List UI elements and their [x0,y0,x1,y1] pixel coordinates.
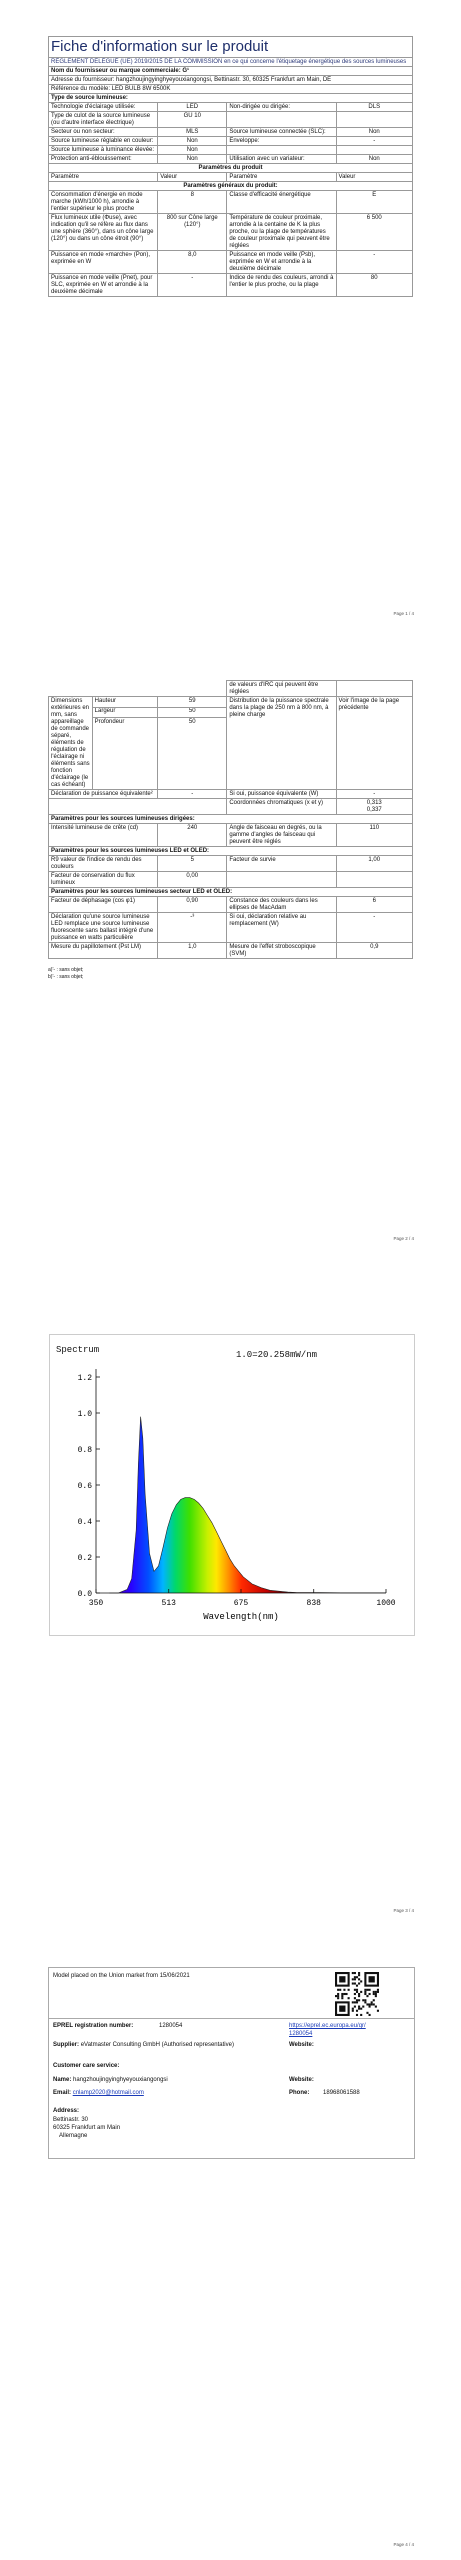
table-cell: 5 [158,856,227,872]
email-row [53,2089,144,2097]
table-cell: Type de culot de la source lumineuse (ou d'autre interface électrique) [49,112,158,128]
table-cell: Non [158,155,227,164]
spectral-label: Distribution de la puissance spectrale dans la plage de 250 nm à 800 nm, à pleine charge [227,697,336,790]
supplier-name-text: Nom du fournisseur ou marque commerciale: G¹ [51,67,190,74]
table-cell: Source lumineuse connectée (SLC): [227,128,336,137]
table-cell: - [336,913,412,943]
table-row [49,274,413,297]
blank-cell [49,681,227,697]
general-heading: Paramètres généraux du produit: [49,182,413,191]
y-tick-label: 1.2 [77,1374,92,1383]
table-cell [336,112,412,128]
general-rows [49,191,413,297]
table-cell: Facteur de déphasage (cos φ1) [49,897,158,913]
table-row [49,251,413,274]
y-tick-label: 1.0 [77,1410,92,1419]
dim-depth-value: 50 [158,718,227,790]
table-cell: Non [158,146,227,155]
table-cell: 8,0 [158,251,227,274]
spectrum-svg [50,1335,414,1635]
y-tick-label: 0.4 [77,1518,92,1527]
dim-width-label: Largeur [92,707,158,718]
table-cell: Utilisation avec un variateur: [227,155,336,164]
product-info-sheet-2 [48,680,413,981]
eprel-value: 1280054 [159,2023,183,2029]
table-cell: LED [158,103,227,112]
table-cell: Puissance en mode veille (Psb), exprimée en W et arrondie à la deuxième décimale [227,251,336,274]
table-cell: Facteur de survie [227,856,336,872]
spectrum-chart [49,1334,415,1636]
y-tick-label: 0.0 [77,1590,92,1599]
table-cell: - [336,251,412,274]
dimensions-label: Dimensions extérieures en mm, sans appareillage de commande séparé, éléments de régulation de l'éclairage ni éléments sans fonction d'éclairage (le cas échéant) [49,697,93,790]
y-tick-label: 0.2 [77,1554,92,1563]
table-cell: Technologie d'éclairage utilisée: [49,103,158,112]
param-header-4: Valeur [336,173,412,182]
chroma-x: 0,313 [366,799,382,806]
table-cell [227,112,336,128]
table-cell: Mesure de l'effet stroboscopique (SVM) [227,943,336,959]
table-cell: R9 valeur de l'indice de rendu des couleurs [49,856,158,872]
table-cell: Non-dirigée ou dirigée: [227,103,336,112]
table-cell: Secteur ou non secteur: [49,128,158,137]
table-cell: 800 sur Cône large (120°) [158,214,227,251]
table-cell: MLS [158,128,227,137]
table-cell: DLS [336,103,412,112]
led-heading: Paramètres pour les sources lumineuses LED et OLED: [49,847,413,856]
type-heading: Type de source lumineuse: [49,94,413,103]
dim-height-label: Hauteur [92,697,158,708]
supplier-row [53,2041,273,2049]
table-cell: Déclaration qu'une source lumineuse LED remplace une source lumineuse fluorescente sans ballast intégré d'une puissance en watts particulière [49,913,158,943]
equiv-label: Déclaration de puissance équivalente² [49,790,158,799]
dim-height-value: 59 [158,697,227,708]
table-row [49,137,413,146]
product-info-sheet [48,36,413,297]
x-tick-label: 838 [306,1599,321,1608]
eprel-box [48,1967,415,2159]
table-cell: 80 [336,274,412,297]
website2-label: Website: [289,2077,314,2083]
x-tick-label: 513 [161,1599,176,1608]
table-cell: E [336,191,412,214]
table-row [49,146,413,155]
x-tick-label: 675 [233,1599,249,1608]
mains-heading: Paramètres pour les sources lumineuses secteur LED et OLED: [49,888,413,897]
y-tick-label: 0.8 [77,1446,92,1455]
page-1 [0,0,461,680]
table-row [49,856,413,872]
regulation-text: RÈGLEMENT DÉLÉGUÉ (UE) 2019/2015 DE LA COMMISSION en ce qui concerne l'étiquetage énergétique des sources lumineuses [49,58,413,67]
led-rows [49,856,413,888]
table-cell: 0,90 [158,897,227,913]
table-cell: Si oui, déclaration relative au remplacement (W) [227,913,336,943]
table-row [49,872,413,888]
table-row [49,913,413,943]
table-cell [227,872,336,888]
params-heading: Paramètres du produit [49,164,413,173]
address-label: Address: [53,2108,80,2114]
equiv2-value: - [336,790,412,799]
table-cell: GU 10 [158,112,227,128]
table-cell: Enveloppe: [227,137,336,146]
model-reference: Référence du modèle: LED BULB 8W 6500K [49,85,413,94]
table-cell: Classe d'efficacité énergétique [227,191,336,214]
equiv-value: - [158,790,227,799]
spectrum-area [109,1417,386,1593]
cri-cont: de valeurs d'IRC qui peuvent être réglées [227,681,336,697]
address-line-1: Bettinastr. 30 [53,2117,89,2123]
page-number: Page 2 / 4 [393,1236,414,1241]
table-cell: Non [336,155,412,164]
dim-width-value: 50 [158,707,227,718]
qr-code-svg [335,1972,379,2016]
table-row [49,214,413,251]
table-cell: Facteur de conservation du flux lumineux [49,872,158,888]
table-cell: - [158,274,227,297]
table-row [49,943,413,959]
table-cell: 8 [158,191,227,214]
table-row [49,128,413,137]
blank-cell [336,681,412,697]
spectral-value: Voir l'image de la page précédente [336,697,412,790]
website-label: Website: [289,2042,314,2048]
supplier-value: eVatmaster Consulting GmbH (Authorised representative) [80,2042,234,2048]
table-row [49,191,413,214]
name-row [53,2076,168,2084]
page-number: Page 4 / 4 [393,2542,414,2547]
phone-label: Phone: [289,2090,310,2096]
table-cell: Indice de rendu des couleurs, arrondi à l'entier le plus proche, ou la plage [227,274,336,297]
page-number: Page 1 / 4 [393,611,414,616]
x-tick-label: 1000 [376,1599,396,1608]
table-cell: 0,9 [336,943,412,959]
param-header-2: Valeur [158,173,227,182]
phone-value: 18968061588 [323,2090,360,2096]
table-cell: 0,00 [158,872,227,888]
table-cell: Protection anti-éblouissement: [49,155,158,164]
peak-intensity-label: Intensité lumineuse de crête (cd) [49,824,158,847]
table-cell: 1,00 [336,856,412,872]
footnote-b: b)'- : sans objet; [48,974,84,980]
document-title: Fiche d'information sur le produit [49,37,413,58]
name-value: hangzhoujingyinghyeyouxiangongsi [73,2077,168,2083]
table-cell: Non [336,128,412,137]
table-row [49,103,413,112]
table-cell: Source lumineuse à luminance élevée: [49,146,158,155]
table-cell: Puissance en mode veille (Pnet), pour SLC, exprimée en W et arrondie à la deuxième décimale [49,274,158,297]
supplier-name [49,67,413,76]
table-cell: - [336,137,412,146]
dim-depth-label: Profondeur [92,718,158,790]
table-cell: 6 [336,897,412,913]
address-line-3: Allemagne [59,2133,88,2139]
peak-intensity-value: 240 [158,824,227,847]
table-cell [336,872,412,888]
beam-angle-label: Angle de faisceau en degrés, ou la gamme d'angles de faisceau qui peuvent être réglés [227,824,336,847]
product-info-table [48,36,413,297]
chart-annotation: 1.0=20.258mW/nm [236,1350,318,1360]
table-cell: 1,0 [158,943,227,959]
x-axis-label: Wavelength(nm) [203,1612,279,1622]
table-cell [336,146,412,155]
table-row [49,155,413,164]
product-info-table-2 [48,680,413,959]
param-header-3: Paramètre [227,173,336,182]
table-row [49,897,413,913]
table-row [49,112,413,128]
beam-angle-value: 110 [336,824,412,847]
divider [49,2018,414,2019]
table-cell: Source lumineuse réglable en couleur: [49,137,158,146]
blank-cell [49,799,227,815]
page-2 [0,680,461,1300]
chart-title: Spectrum [56,1345,100,1355]
chroma-label: Coordonnées chromatiques (x et y) [227,799,336,815]
care-label: Customer care service: [53,2063,120,2069]
param-header-1: Paramètre [49,173,158,182]
table-cell: Température de couleur proximale, arrondie à la centaine de K la plus proche, ou la plage de températures de couleur proximale qui peuvent être réglées [227,214,336,251]
y-tick-label: 0.6 [77,1482,92,1491]
table-cell: -³ [158,913,227,943]
mains-rows [49,897,413,959]
email-link[interactable]: cnlamp2020@hotmail.com [72,2090,144,2096]
chroma-values [336,799,412,815]
table-cell: 6 500 [336,214,412,251]
footnote-a: a)'- : sans objet; [48,967,84,973]
supplier-address: Adresse du fournisseur: hangzhoujingyinghyeyouxiangongsi, Bettinastr. 30, 60325 Frankfurt am Main, DE [49,76,413,85]
table-cell: Non [158,137,227,146]
email-label: Email: [53,2090,72,2096]
phone-row [289,2089,360,2097]
directional-heading: Paramètres pour les sources lumineuses dirigées: [49,815,413,824]
page-number: Page 3 / 4 [393,1908,414,1913]
table-cell [227,146,336,155]
type-rows [49,103,413,164]
chroma-y: 0,337 [366,806,382,813]
x-tick-label: 350 [88,1599,104,1608]
table-cell: Consommation d'énergie en mode marche (kWh/1000 h), arrondie à l'entier supérieur le plus proche [49,191,158,214]
qr-code [335,1972,379,2016]
table-cell: Constance des couleurs dans les ellipses de MacAdam [227,897,336,913]
supplier-label: Supplier: [53,2042,80,2048]
eprel-link[interactable]: https://eprel.ec.europa.eu/qr/1280054 [289,2023,366,2037]
table-cell: Puissance en mode «marche» (Pon), exprimée en W [49,251,158,274]
table-cell: Flux lumineux utile (Φuse), avec indication qu'il se réfère au flux dans une sphère (360°), dans un cône large (120°) ou dans un cône étroit (90°) [49,214,158,251]
address-line-2: 60325 Frankfurt am Main [53,2125,121,2131]
equiv2-label: Si oui, puissance équivalente (W) [227,790,336,799]
market-text: Model placed on the Union market from 15/06/2021 [53,1973,190,1979]
table-cell: Mesure du papillotement (Pst LM) [49,943,158,959]
eprel-label: EPREL registration number: [53,2023,134,2029]
name-label: Name: [53,2077,72,2083]
